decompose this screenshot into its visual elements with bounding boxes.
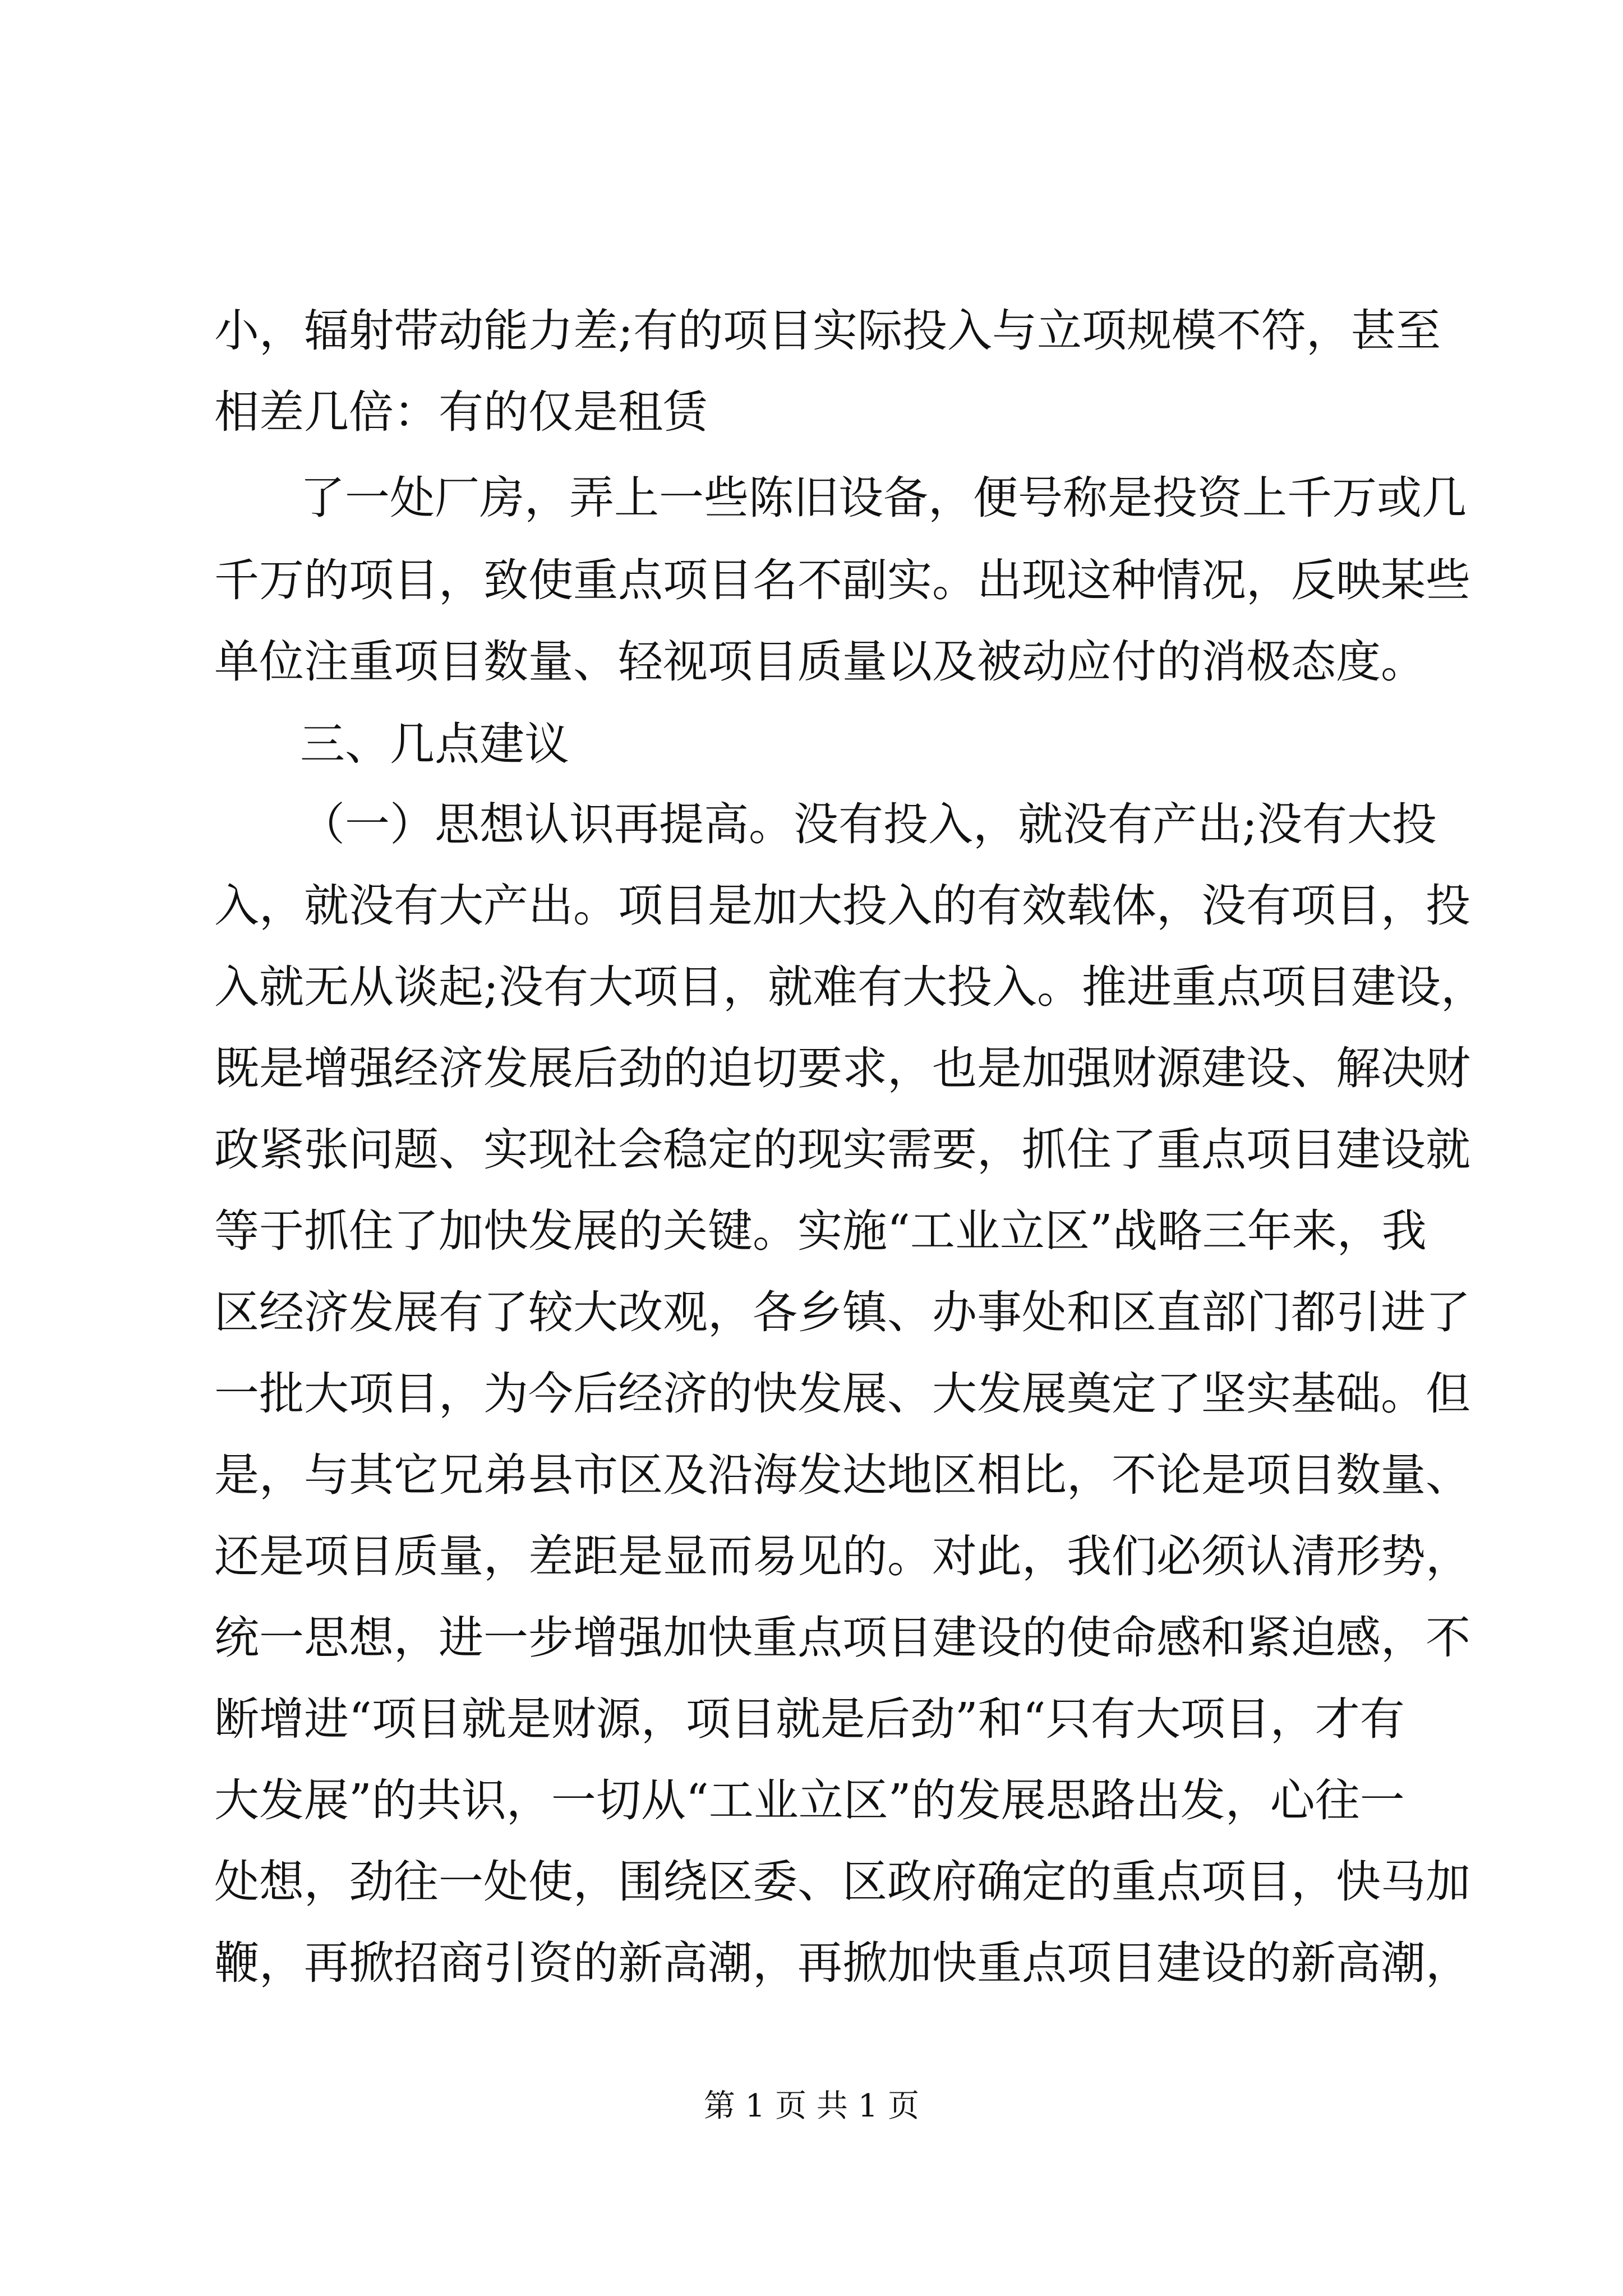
body-text-line: 相差几倍：有的仅是租赁 [214,386,708,438]
body-text-line: 千万的项目，致使重点项目名不副实。出现这种情况，反映某些 [214,554,1470,606]
body-text-line: 大发展”的共识，一切从“工业立区”的发展思路出发，心往一 [214,1774,1405,1826]
body-text-line: 区经济发展有了较大改观，各乡镇、办事处和区直部门都引进了 [214,1286,1470,1338]
body-text-line: 处想，劲往一处使，围绕区委、区政府确定的重点项目，快马加 [214,1856,1470,1908]
body-text-line: 统一思想，进一步增强加快重点项目建设的使命感和紧迫感，不 [214,1612,1470,1664]
subsection-heading-line: （一）思想认识再提高。没有投入，就没有产出;没有大投 [300,798,1437,850]
body-text-line: 政紧张问题、实现社会稳定的现实需要，抓住了重点项目建设就 [214,1124,1470,1176]
body-text-line: 鞭，再掀招商引资的新高潮，再掀加快重点项目建设的新高潮， [214,1937,1470,1989]
body-text-line: 既是增强经济发展后劲的迫切要求，也是加强财源建设、解决财 [214,1042,1470,1094]
body-text-line: 断增进“项目就是财源，项目就是后劲”和“只有大项目，才有 [214,1693,1405,1745]
body-text-line: 了一处厂房，弄上一些陈旧设备，便号称是投资上千万或几 [300,472,1467,524]
body-text-line: 小，辐射带动能力差;有的项目实际投入与立项规模不符，甚至 [214,305,1441,357]
body-text-line: 是，与其它兄弟县市区及沿海发达地区相比，不论是项目数量、 [214,1449,1470,1501]
body-text-line: 入，就没有大产出。项目是加大投入的有效载体，没有项目，投 [214,880,1470,932]
body-text-line: 单位注重项目数量、轻视项目质量以及被动应付的消极态度。 [214,636,1426,688]
body-text-line: 等于抓住了加快发展的关键。实施“工业立区”战略三年来，我 [214,1205,1427,1257]
section-heading: 三、几点建议 [300,718,569,770]
body-text-line: 还是项目质量，差距是显而易见的。对此，我们必须认清形势， [214,1530,1470,1582]
page-number-footer: 第 1 页 共 1 页 [703,2088,920,2124]
body-text-line: 入就无从谈起;没有大项目，就难有大投入。推进重点项目建设， [214,961,1486,1013]
body-text-line: 一批大项目，为今后经济的快发展、大发展奠定了坚实基础。但 [214,1368,1470,1420]
